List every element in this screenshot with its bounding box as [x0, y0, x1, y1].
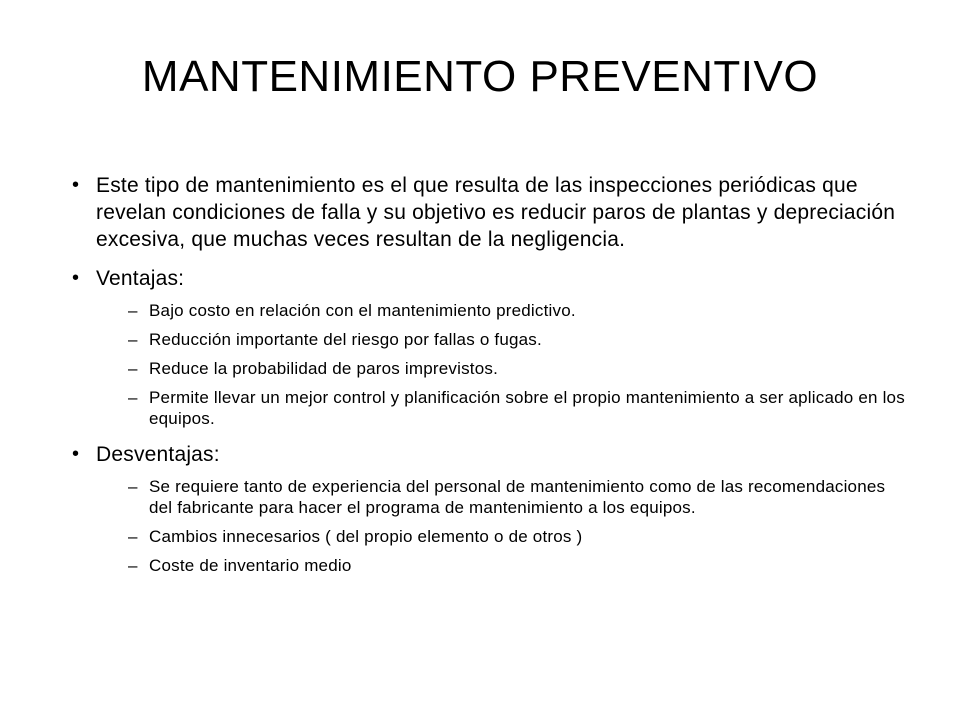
bullet-text: Ventajas: [96, 267, 185, 290]
dash-icon: – [128, 477, 138, 496]
list-item-text: Se requiere tanto de experiencia del personal de mantenimiento como de las recomendaciones del fabricante para hacer el programa de mantenimiento a los equipos. [149, 477, 886, 517]
dash-icon: – [128, 301, 138, 320]
list-item-text: Bajo costo en relación con el mantenimiento predictivo. [149, 301, 576, 320]
dash-icon: – [128, 330, 138, 349]
dash-icon: – [128, 359, 138, 378]
bullet-text: Este tipo de mantenimiento es el que resulta de las inspecciones periódicas que revelan condiciones de falla y su objetivo es reducir paros de plantas y depreciación excesiva, que muchas veces resultan de la negligencia. [96, 174, 896, 251]
bullet-icon: • [72, 443, 80, 465]
bullet-item-desventajas [72, 441, 908, 576]
list-item [128, 358, 908, 379]
dash-icon: – [128, 556, 138, 575]
dash-icon: – [128, 388, 138, 407]
list-item-text: Reduce la probabilidad de paros imprevistos. [149, 359, 498, 378]
list-item-text: Reducción importante del riesgo por fallas o fugas. [149, 330, 542, 349]
list-item [128, 526, 908, 547]
bullet-item-ventajas [72, 265, 908, 429]
bullet-icon: • [72, 174, 80, 196]
list-item-text: Permite llevar un mejor control y planificación sobre el propio mantenimiento a ser aplicado en los equipos. [149, 388, 905, 428]
slide-title: MANTENIMIENTO PREVENTIVO [141, 52, 819, 101]
bullet-item-description [72, 172, 908, 253]
ventajas-list [128, 300, 908, 429]
bullet-text: Desventajas: [96, 443, 220, 466]
list-item [128, 300, 908, 321]
bullet-icon: • [72, 267, 80, 289]
list-item [128, 329, 908, 350]
list-item [128, 476, 908, 518]
desventajas-list [128, 476, 908, 576]
list-item [128, 555, 908, 576]
list-item-text: Coste de inventario medio [149, 556, 352, 575]
slide-content [72, 172, 908, 584]
list-item-text: Cambios innecesarios ( del propio elemento o de otros ) [149, 527, 583, 546]
list-item [128, 387, 908, 429]
dash-icon: – [128, 527, 138, 546]
